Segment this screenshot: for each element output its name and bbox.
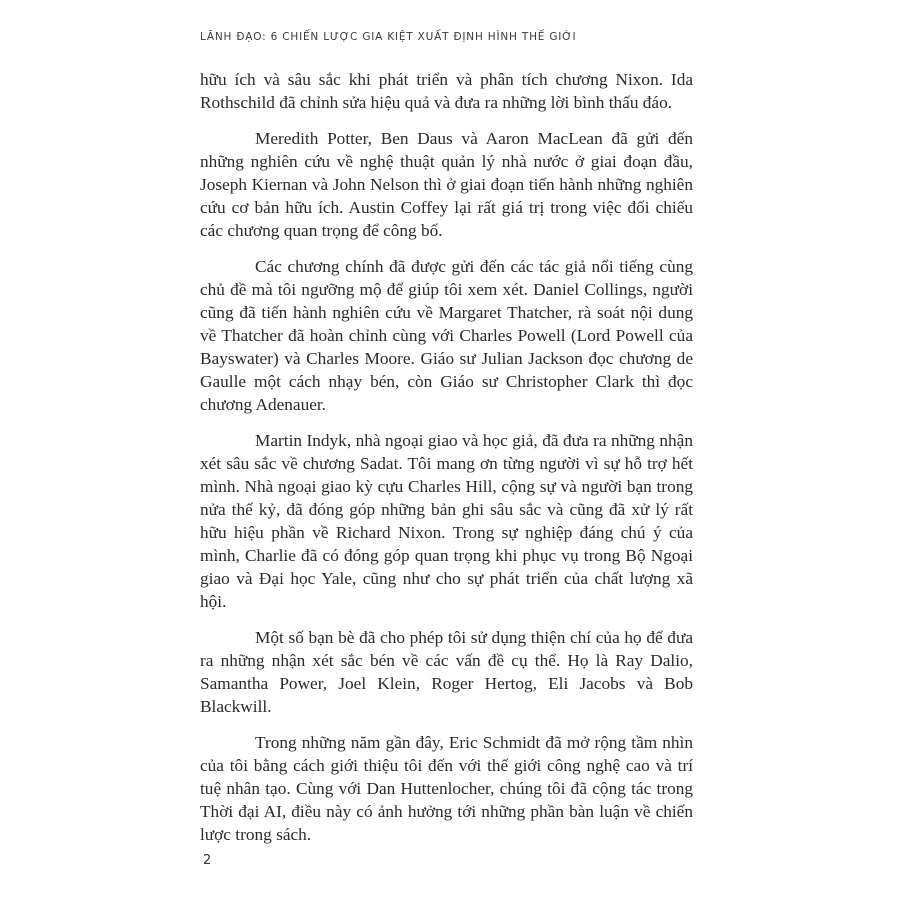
paragraph: Meredith Potter, Ben Daus và Aaron MacLean đã gửi đến những nghiên cứu về nghệ thuật quản lý nhà nước ở giai đoạn đầu, Joseph Kiernan và John Nelson thì ở giai đoạn tiến hành những nghiên cứu cơ bản hữu ích. Austin Coffey lại rất giá trị trong việc đối chiếu các chương quan trọng để công bố. <box>200 128 693 241</box>
body-text <box>200 68 693 859</box>
paragraph: Một số bạn bè đã cho phép tôi sử dụng thiện chí của họ để đưa ra những nhận xét sắc bén về các vấn đề cụ thể. Họ là Ray Dalio, Samantha Power, Joel Klein, Roger Hertog, Eli Jacobs và Bob Blackwill. <box>200 628 693 717</box>
page-number: 2 <box>203 853 212 868</box>
paragraph: Trong những năm gần đây, Eric Schmidt đã mở rộng tầm nhìn của tôi bằng cách giới thiệu tôi đến với thế giới công nghệ cao và trí tuệ nhân tạo. Cùng với Dan Huttenlocher, chúng tôi đã cộng tác trong Thời đại AI, điều này có ảnh hưởng tới những phần bàn luận về chiến lược trong sách. <box>200 732 693 845</box>
running-header: LÃNH ĐẠO: 6 CHIẾN LƯỢC GIA KIỆT XUẤT ĐỊNH HÌNH THẾ GIỚI <box>200 31 577 43</box>
paragraph: Martin Indyk, nhà ngoại giao và học giả, đã đưa ra những nhận xét sâu sắc về chương Sadat. Tôi mang ơn từng người vì sự hỗ trợ hết mình. Nhà ngoại giao kỳ cựu Charles Hill, cộng sự và người bạn trong nửa thế kỷ, đã đóng góp những bản ghi sâu sắc và cũng đã xử lý rất hữu hiệu phần về Richard Nixon. Trong sự nghiệp đáng chú ý của mình, Charlie đã có đóng góp quan trọng khi phục vụ trong Bộ Ngoại giao và Đại học Yale, cũng như cho sự phát triển của chất lượng xã hội. <box>200 430 693 612</box>
paragraph: Các chương chính đã được gửi đến các tác giả nổi tiếng cùng chủ đề mà tôi ngưỡng mộ để giúp tôi xem xét. Daniel Collings, người cũng đã tiến hành nghiên cứu về Margaret Thatcher, rà soát nội dung về Thatcher đã hoàn chỉnh cùng với Charles Powell (Lord Powell của Bayswater) và Charles Moore. Giáo sư Julian Jackson đọc chương de Gaulle một cách nhạy bén, còn Giáo sư Christopher Clark thì đọc chương Adenauer. <box>200 256 693 415</box>
paragraph: hữu ích và sâu sắc khi phát triển và phân tích chương Nixon. Ida Rothschild đã chỉnh sửa hiệu quả và đưa ra những lời bình thấu đáo. <box>200 70 693 113</box>
